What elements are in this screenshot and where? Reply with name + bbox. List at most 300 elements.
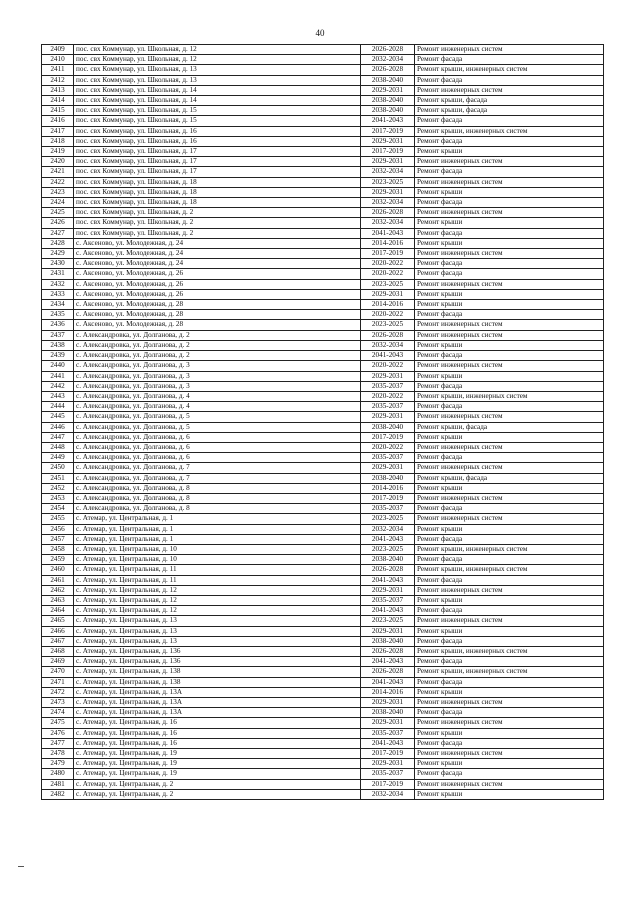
address-cell: с. Атемар, ул. Центральная, д. 16 [74,728,361,738]
row-number: 2421 [42,167,74,177]
period-cell: 2029-2031 [361,371,415,381]
address-cell: с. Атемар, ул. Центральная, д. 2 [74,789,361,799]
table-row [42,238,604,248]
work-type-cell: Ремонт фасада [415,402,604,412]
work-type-cell: Ремонт крыши [415,483,604,493]
table-row [42,769,604,779]
row-number: 2409 [42,45,74,55]
address-cell: с. Атемар, ул. Центральная, д. 12 [74,585,361,595]
work-type-cell: Ремонт фасада [415,504,604,514]
page-number: 40 [315,28,325,38]
work-type-cell: Ремонт фасада [415,738,604,748]
address-cell: пос. свх Коммунар, ул. Школьная, д. 18 [74,198,361,208]
row-number: 2420 [42,157,74,167]
work-type-cell: Ремонт инженерных систем [415,718,604,728]
period-cell: 2014-2016 [361,300,415,310]
table-row [42,555,604,565]
work-type-cell: Ремонт крыши [415,759,604,769]
address-cell: с. Аксеново, ул. Молодежная, д. 28 [74,300,361,310]
table-row [42,259,604,269]
row-number: 2446 [42,422,74,432]
period-cell: 2038-2040 [361,75,415,85]
row-number: 2411 [42,65,74,75]
period-cell: 2017-2019 [361,249,415,259]
address-cell: с. Атемар, ул. Центральная, д. 19 [74,769,361,779]
work-type-cell: Ремонт фасада [415,677,604,687]
work-type-cell: Ремонт крыши, фасада [415,106,604,116]
work-type-cell: Ремонт крыши, инженерных систем [415,646,604,656]
table-row [42,585,604,595]
table-row [42,493,604,503]
work-type-cell: Ремонт крыши, фасада [415,422,604,432]
row-number: 2449 [42,453,74,463]
period-cell: 2038-2040 [361,473,415,483]
period-cell: 2017-2019 [361,126,415,136]
row-number: 2470 [42,667,74,677]
table-row [42,177,604,187]
work-type-cell: Ремонт крыши, инженерных систем [415,565,604,575]
address-cell: с. Атемар, ул. Центральная, д. 13А [74,708,361,718]
address-cell: пос. свх Коммунар, ул. Школьная, д. 15 [74,106,361,116]
period-cell: 2017-2019 [361,493,415,503]
work-type-cell: Ремонт инженерных систем [415,514,604,524]
work-type-cell: Ремонт фасада [415,575,604,585]
address-cell: с. Александровка, ул. Долганова, д. 3 [74,381,361,391]
row-number: 2442 [42,381,74,391]
row-number: 2450 [42,463,74,473]
table-row [42,636,604,646]
address-cell: с. Атемар, ул. Центральная, д. 11 [74,565,361,575]
work-type-cell: Ремонт крыши [415,728,604,738]
row-number: 2443 [42,391,74,401]
row-number: 2417 [42,126,74,136]
period-cell: 2020-2022 [361,259,415,269]
period-cell: 2029-2031 [361,85,415,95]
period-cell: 2035-2037 [361,381,415,391]
period-cell: 2029-2031 [361,698,415,708]
table-row [42,698,604,708]
table-row [42,249,604,259]
row-number: 2466 [42,626,74,636]
address-cell: с. Атемар, ул. Центральная, д. 12 [74,606,361,616]
address-cell: с. Атемар, ул. Центральная, д. 1 [74,524,361,534]
work-type-cell: Ремонт инженерных систем [415,585,604,595]
period-cell: 2032-2034 [361,218,415,228]
row-number: 2441 [42,371,74,381]
table-row [42,667,604,677]
address-cell: с. Атемар, ул. Центральная, д. 13А [74,698,361,708]
address-cell: с. Аксеново, ул. Молодежная, д. 24 [74,249,361,259]
period-cell: 2029-2031 [361,289,415,299]
table-row [42,422,604,432]
row-number: 2418 [42,136,74,146]
table-row [42,361,604,371]
table-row [42,279,604,289]
period-cell: 2029-2031 [361,463,415,473]
period-cell: 2023-2025 [361,514,415,524]
row-number: 2455 [42,514,74,524]
work-type-cell: Ремонт фасада [415,351,604,361]
table-row [42,453,604,463]
address-cell: с. Александровка, ул. Долганова, д. 4 [74,391,361,401]
row-number: 2431 [42,269,74,279]
address-cell: пос. свх Коммунар, ул. Школьная, д. 16 [74,126,361,136]
row-number: 2462 [42,585,74,595]
work-type-cell: Ремонт фасада [415,75,604,85]
period-cell: 2014-2016 [361,687,415,697]
row-number: 2419 [42,147,74,157]
work-type-cell: Ремонт фасада [415,116,604,126]
address-cell: с. Атемар, ул. Центральная, д. 136 [74,646,361,656]
address-cell: с. Александровка, ул. Долганова, д. 3 [74,371,361,381]
work-type-cell: Ремонт крыши [415,371,604,381]
work-type-cell: Ремонт инженерных систем [415,779,604,789]
row-number: 2480 [42,769,74,779]
work-type-cell: Ремонт фасада [415,136,604,146]
period-cell: 2038-2040 [361,96,415,106]
work-type-cell: Ремонт фасада [415,259,604,269]
scan-mark [18,866,24,867]
repair-schedule-table [41,44,604,800]
table-row [42,391,604,401]
row-number: 2471 [42,677,74,687]
period-cell: 2041-2043 [361,738,415,748]
work-type-cell: Ремонт инженерных систем [415,85,604,95]
address-cell: пос. свх Коммунар, ул. Школьная, д. 15 [74,116,361,126]
period-cell: 2017-2019 [361,779,415,789]
address-cell: пос. свх Коммунар, ул. Школьная, д. 18 [74,187,361,197]
table-row [42,289,604,299]
row-number: 2452 [42,483,74,493]
row-number: 2461 [42,575,74,585]
table-row [42,381,604,391]
row-number: 2425 [42,208,74,218]
address-cell: пос. свх Коммунар, ул. Школьная, д. 17 [74,167,361,177]
period-cell: 2029-2031 [361,187,415,197]
address-cell: с. Атемар, ул. Центральная, д. 138 [74,677,361,687]
period-cell: 2029-2031 [361,626,415,636]
table-row [42,208,604,218]
address-cell: пос. свх Коммунар, ул. Школьная, д. 16 [74,136,361,146]
address-cell: пос. свх Коммунар, ул. Школьная, д. 2 [74,228,361,238]
row-number: 2479 [42,759,74,769]
row-number: 2410 [42,55,74,65]
work-type-cell: Ремонт фасада [415,228,604,238]
address-cell: с. Александровка, ул. Долганова, д. 2 [74,330,361,340]
work-type-cell: Ремонт фасада [415,310,604,320]
work-type-cell: Ремонт фасада [415,198,604,208]
work-type-cell: Ремонт инженерных систем [415,698,604,708]
table-row [42,187,604,197]
row-number: 2473 [42,698,74,708]
period-cell: 2041-2043 [361,575,415,585]
address-cell: с. Атемар, ул. Центральная, д. 10 [74,555,361,565]
work-type-cell: Ремонт крыши [415,340,604,350]
work-type-cell: Ремонт инженерных систем [415,157,604,167]
row-number: 2422 [42,177,74,187]
address-cell: пос. свх Коммунар, ул. Школьная, д. 12 [74,45,361,55]
period-cell: 2041-2043 [361,677,415,687]
row-number: 2445 [42,412,74,422]
period-cell: 2017-2019 [361,749,415,759]
period-cell: 2026-2028 [361,65,415,75]
period-cell: 2029-2031 [361,136,415,146]
row-number: 2482 [42,789,74,799]
table-row [42,616,604,626]
table-row [42,687,604,697]
work-type-cell: Ремонт крыши [415,289,604,299]
table-row [42,167,604,177]
period-cell: 2026-2028 [361,45,415,55]
row-number: 2475 [42,718,74,728]
period-cell: 2029-2031 [361,412,415,422]
table-row [42,96,604,106]
row-number: 2427 [42,228,74,238]
period-cell: 2035-2037 [361,595,415,605]
row-number: 2439 [42,351,74,361]
period-cell: 2023-2025 [361,279,415,289]
period-cell: 2020-2022 [361,391,415,401]
period-cell: 2041-2043 [361,606,415,616]
period-cell: 2023-2025 [361,616,415,626]
work-type-cell: Ремонт крыши, инженерных систем [415,126,604,136]
row-number: 2415 [42,106,74,116]
row-number: 2429 [42,249,74,259]
table-row [42,330,604,340]
table-row [42,320,604,330]
address-cell: с. Атемар, ул. Центральная, д. 10 [74,544,361,554]
table-row [42,116,604,126]
address-cell: с. Атемар, ул. Центральная, д. 13 [74,626,361,636]
address-cell: с. Александровка, ул. Долганова, д. 7 [74,473,361,483]
work-type-cell: Ремонт инженерных систем [415,749,604,759]
address-cell: с. Александровка, ул. Долганова, д. 5 [74,422,361,432]
period-cell: 2026-2028 [361,208,415,218]
row-number: 2460 [42,565,74,575]
address-cell: с. Аксеново, ул. Молодежная, д. 26 [74,289,361,299]
table-row [42,136,604,146]
row-number: 2433 [42,289,74,299]
row-number: 2438 [42,340,74,350]
row-number: 2430 [42,259,74,269]
work-type-cell: Ремонт фасада [415,769,604,779]
work-type-cell: Ремонт крыши, фасада [415,473,604,483]
work-type-cell: Ремонт крыши, фасада [415,96,604,106]
row-number: 2413 [42,85,74,95]
work-type-cell: Ремонт крыши [415,187,604,197]
table-row [42,626,604,636]
table-row [42,595,604,605]
row-number: 2457 [42,534,74,544]
work-type-cell: Ремонт инженерных систем [415,279,604,289]
work-type-cell: Ремонт фасада [415,381,604,391]
period-cell: 2026-2028 [361,330,415,340]
address-cell: пос. свх Коммунар, ул. Школьная, д. 14 [74,96,361,106]
work-type-cell: Ремонт крыши, инженерных систем [415,65,604,75]
work-type-cell: Ремонт инженерных систем [415,320,604,330]
work-type-cell: Ремонт крыши [415,595,604,605]
row-number: 2428 [42,238,74,248]
address-cell: с. Александровка, ул. Долганова, д. 3 [74,361,361,371]
period-cell: 2035-2037 [361,402,415,412]
period-cell: 2041-2043 [361,116,415,126]
work-type-cell: Ремонт инженерных систем [415,249,604,259]
work-type-cell: Ремонт крыши [415,687,604,697]
work-type-cell: Ремонт фасада [415,453,604,463]
row-number: 2467 [42,636,74,646]
work-type-cell: Ремонт крыши [415,238,604,248]
table-row [42,565,604,575]
period-cell: 2029-2031 [361,759,415,769]
row-number: 2432 [42,279,74,289]
address-cell: пос. свх Коммунар, ул. Школьная, д. 2 [74,218,361,228]
work-type-cell: Ремонт крыши, инженерных систем [415,391,604,401]
period-cell: 2029-2031 [361,157,415,167]
address-cell: с. Атемар, ул. Центральная, д. 16 [74,738,361,748]
period-cell: 2035-2037 [361,728,415,738]
address-cell: с. Аксеново, ул. Молодежная, д. 26 [74,269,361,279]
table-row [42,779,604,789]
address-cell: с. Аксеново, ул. Молодежная, д. 28 [74,320,361,330]
address-cell: пос. свх Коммунар, ул. Школьная, д. 12 [74,55,361,65]
work-type-cell: Ремонт инженерных систем [415,361,604,371]
address-cell: с. Атемар, ул. Центральная, д. 138 [74,667,361,677]
address-cell: с. Александровка, ул. Долганова, д. 6 [74,442,361,452]
period-cell: 2017-2019 [361,147,415,157]
period-cell: 2026-2028 [361,667,415,677]
table-row [42,514,604,524]
table-row [42,106,604,116]
period-cell: 2020-2022 [361,442,415,452]
row-number: 2424 [42,198,74,208]
address-cell: пос. свх Коммунар, ул. Школьная, д. 13 [74,65,361,75]
period-cell: 2041-2043 [361,351,415,361]
address-cell: с. Аксеново, ул. Молодежная, д. 28 [74,310,361,320]
row-number: 2414 [42,96,74,106]
work-type-cell: Ремонт фасада [415,555,604,565]
address-cell: с. Александровка, ул. Долганова, д. 8 [74,483,361,493]
work-type-cell: Ремонт фасада [415,636,604,646]
work-type-cell: Ремонт инженерных систем [415,442,604,452]
address-cell: с. Аксеново, ул. Молодежная, д. 26 [74,279,361,289]
work-type-cell: Ремонт инженерных систем [415,177,604,187]
table-row [42,300,604,310]
period-cell: 2041-2043 [361,657,415,667]
period-cell: 2038-2040 [361,106,415,116]
period-cell: 2017-2019 [361,432,415,442]
work-type-cell: Ремонт инженерных систем [415,330,604,340]
table-row [42,504,604,514]
work-type-cell: Ремонт фасада [415,534,604,544]
row-number: 2448 [42,442,74,452]
table-row [42,473,604,483]
address-cell: пос. свх Коммунар, ул. Школьная, д. 17 [74,147,361,157]
table-row [42,45,604,55]
row-number: 2440 [42,361,74,371]
table-row [42,340,604,350]
period-cell: 2032-2034 [361,789,415,799]
period-cell: 2026-2028 [361,565,415,575]
table-row [42,544,604,554]
work-type-cell: Ремонт крыши [415,524,604,534]
work-type-cell: Ремонт фасада [415,269,604,279]
row-number: 2478 [42,749,74,759]
row-number: 2444 [42,402,74,412]
period-cell: 2029-2031 [361,585,415,595]
address-cell: с. Атемар, ул. Центральная, д. 19 [74,759,361,769]
period-cell: 2029-2031 [361,718,415,728]
row-number: 2454 [42,504,74,514]
table-row [42,198,604,208]
table-row [42,126,604,136]
work-type-cell: Ремонт крыши [415,147,604,157]
row-number: 2465 [42,616,74,626]
address-cell: с. Александровка, ул. Долганова, д. 4 [74,402,361,412]
table-row [42,432,604,442]
work-type-cell: Ремонт инженерных систем [415,45,604,55]
address-cell: с. Александровка, ул. Долганова, д. 7 [74,463,361,473]
row-number: 2451 [42,473,74,483]
table-row [42,718,604,728]
period-cell: 2020-2022 [361,310,415,320]
table-row [42,157,604,167]
period-cell: 2014-2016 [361,238,415,248]
period-cell: 2038-2040 [361,636,415,646]
address-cell: с. Аксеново, ул. Молодежная, д. 24 [74,238,361,248]
period-cell: 2035-2037 [361,453,415,463]
table-row [42,65,604,75]
work-type-cell: Ремонт крыши [415,432,604,442]
table-row [42,310,604,320]
period-cell: 2032-2034 [361,340,415,350]
row-number: 2468 [42,646,74,656]
table-row [42,351,604,361]
row-number: 2464 [42,606,74,616]
address-cell: пос. свх Коммунар, ул. Школьная, д. 18 [74,177,361,187]
table-row [42,646,604,656]
address-cell: с. Атемар, ул. Центральная, д. 19 [74,749,361,759]
row-number: 2469 [42,657,74,667]
period-cell: 2032-2034 [361,167,415,177]
row-number: 2477 [42,738,74,748]
address-cell: с. Атемар, ул. Центральная, д. 1 [74,514,361,524]
address-cell: с. Александровка, ул. Долганова, д. 6 [74,453,361,463]
table-row [42,789,604,799]
address-cell: с. Атемар, ул. Центральная, д. 13А [74,687,361,697]
row-number: 2434 [42,300,74,310]
period-cell: 2026-2028 [361,646,415,656]
row-number: 2435 [42,310,74,320]
table-row [42,738,604,748]
address-cell: с. Атемар, ул. Центральная, д. 1 [74,534,361,544]
work-type-cell: Ремонт фасада [415,708,604,718]
work-type-cell: Ремонт фасада [415,55,604,65]
row-number: 2474 [42,708,74,718]
work-type-cell: Ремонт инженерных систем [415,616,604,626]
table-row [42,442,604,452]
table-row [42,85,604,95]
row-number: 2436 [42,320,74,330]
work-type-cell: Ремонт крыши [415,218,604,228]
address-cell: с. Атемар, ул. Центральная, д. 12 [74,595,361,605]
period-cell: 2038-2040 [361,422,415,432]
address-cell: с. Александровка, ул. Долганова, д. 5 [74,412,361,422]
work-type-cell: Ремонт инженерных систем [415,208,604,218]
row-number: 2447 [42,432,74,442]
table-row [42,269,604,279]
table-row [42,728,604,738]
address-cell: с. Атемар, ул. Центральная, д. 16 [74,718,361,728]
